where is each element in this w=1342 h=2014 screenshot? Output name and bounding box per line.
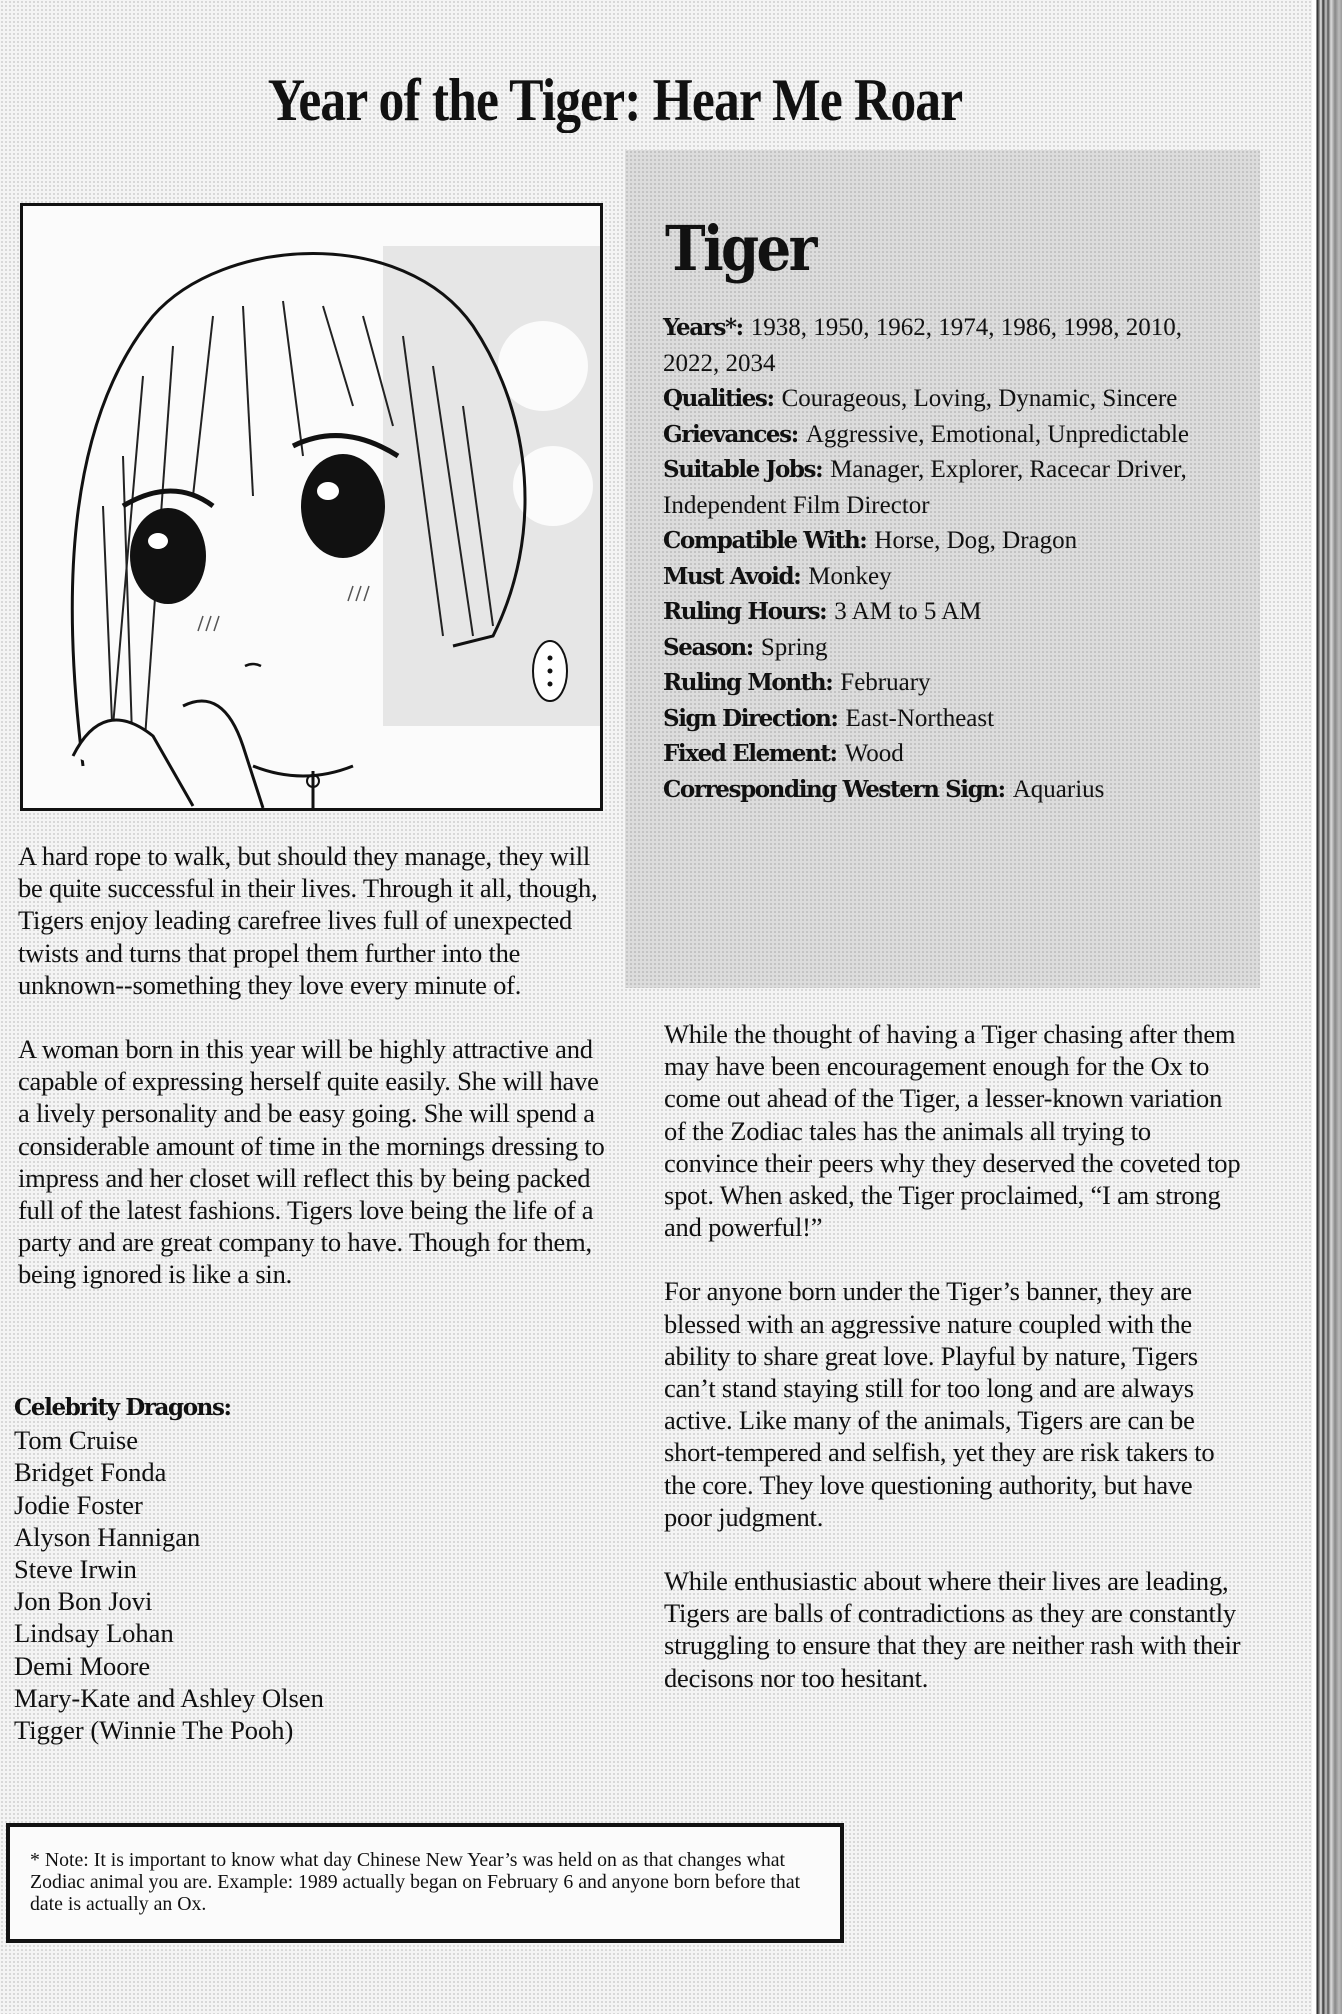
attr-western-sign: [663, 772, 1223, 808]
attr-value: East-Northeast: [845, 704, 995, 732]
attr-value: Monkey: [808, 562, 892, 590]
attr-label: Compatible With:: [663, 527, 867, 554]
attr-ruling-month: [663, 665, 1223, 701]
attr-fixed-element: [663, 736, 1223, 772]
attr-value: Manager, Explorer, Racecar Driver, Independent Film Director: [663, 456, 1187, 519]
right-column-text: [664, 1018, 1244, 1726]
sign-heading: Tiger: [665, 212, 815, 285]
footnote-text: * Note: It is important to know what day Chinese New Year’s was held on as that changes what Zodiac animal you are. Example: 1989 actually began on February 6 and anyone born before that date is actually an Ox.: [30, 1849, 801, 1915]
attr-value: Courageous, Loving, Dynamic, Sincere: [781, 385, 1178, 412]
attr-label: Ruling Hours:: [663, 598, 827, 625]
attr-label: Suitable Jobs:: [663, 456, 823, 483]
page-title: Year of the Tiger: Hear Me Roar: [267, 67, 963, 134]
attr-value: 1938, 1950, 1962, 1974, 1986, 1998, 2010, 2022, 2034: [663, 314, 1182, 377]
attr-compatible-with: [663, 523, 1223, 559]
attr-label: Season:: [663, 633, 753, 661]
list-item: Mary-Kate and Ashley Olsen: [14, 1682, 324, 1713]
attr-value: Horse, Dog, Dragon: [874, 527, 1078, 554]
celebrity-list-section: [14, 1392, 434, 1746]
paragraph: A hard rope to walk, but should they manage, they will be quite successful in their lives. Through it all, though, Tigers enjoy leading carefree lives full of unexpected twists and turns that propel them further into the unknown--something they love every minute of.: [18, 841, 598, 1000]
left-column-text: [18, 840, 608, 1323]
attr-label: Fixed Element:: [663, 740, 837, 767]
attr-value: 3 AM to 5 AM: [834, 598, 982, 625]
attr-label: Grievances:: [663, 420, 798, 448]
list-item: Tigger (Winnie The Pooh): [14, 1715, 294, 1746]
list-item: Steve Irwin: [14, 1554, 137, 1585]
attr-ruling-hours: [663, 594, 1223, 630]
sign-attributes-list: [663, 310, 1223, 807]
zodiac-info-panel: [625, 150, 1260, 988]
attr-value: Aggressive, Emotional, Unpredictable: [805, 420, 1190, 448]
celebrity-list: [14, 1424, 434, 1746]
attr-must-avoid: [663, 559, 1223, 595]
paragraph: While enthusiastic about where their lives are leading, Tigers are balls of contradictions as they are constantly struggling to ensure that they are neither rash with their decisons nor too hesitant.: [664, 1566, 1241, 1693]
attr-years: [663, 310, 1223, 381]
list-item: Tom Cruise: [14, 1425, 139, 1456]
celebrity-list-heading: Celebrity Dragons:: [14, 1394, 231, 1421]
attr-season: [663, 630, 1223, 666]
paragraph: A woman born in this year will be highly attractive and capable of expressing herself quite easily. She will have a lively personality and be easy going. She will spend a considerable amount of time in the mornings dressing to impress and her closet will reflect this by being packed full of the latest fashions. Tigers love being the life of a party and are great company to have. Though for them, being ignored is like a sin.: [18, 1034, 605, 1290]
footnote-box: [6, 1823, 844, 1943]
attr-label: Qualities:: [663, 385, 774, 412]
paragraph: While the thought of having a Tiger chasing after them may have been encouragement enough for the Ox to come out ahead of the Tiger, a lesser-known variation of the Zodiac tales has the animals all trying to convince their peers why they deserved the coveted top spot. When asked, the Tiger proclaimed, “I am strong and powerful!”: [664, 1019, 1241, 1243]
attr-sign-direction: [663, 701, 1223, 737]
attr-value: February: [840, 669, 931, 696]
attr-value: Spring: [760, 633, 828, 661]
attr-label: Must Avoid:: [663, 562, 801, 590]
list-item: Jodie Foster: [14, 1489, 143, 1520]
attr-suitable-jobs: [663, 452, 1223, 523]
attr-value: Wood: [844, 740, 904, 767]
list-item: Demi Moore: [14, 1650, 151, 1681]
attr-value: Aquarius: [1012, 775, 1105, 803]
attr-grievances: [663, 417, 1223, 453]
attr-label: Ruling Month:: [663, 669, 833, 696]
list-item: Jon Bon Jovi: [14, 1586, 153, 1617]
list-item: Lindsay Lohan: [14, 1618, 174, 1649]
manga-illustration: [20, 203, 603, 811]
list-item: Alyson Hannigan: [14, 1521, 201, 1552]
paragraph: For anyone born under the Tiger’s banner, they are blessed with an aggressive nature coupled with the ability to share great love. Playful by nature, Tigers can’t stand staying still for too long and are always active. Like many of the animals, Tigers are can be short-tempered and selfish, yet they are risk takers to the core. They love questioning authority, but have poor judgment.: [664, 1276, 1215, 1532]
attr-qualities: [663, 381, 1223, 417]
attr-label: Years*:: [663, 314, 743, 341]
list-item: Bridget Fonda: [14, 1457, 167, 1488]
attr-label: Corresponding Western Sign:: [663, 775, 1005, 803]
girl-portrait-image: [23, 206, 600, 808]
attr-label: Sign Direction:: [663, 704, 838, 732]
book-spine-edge: [1312, 0, 1342, 2014]
